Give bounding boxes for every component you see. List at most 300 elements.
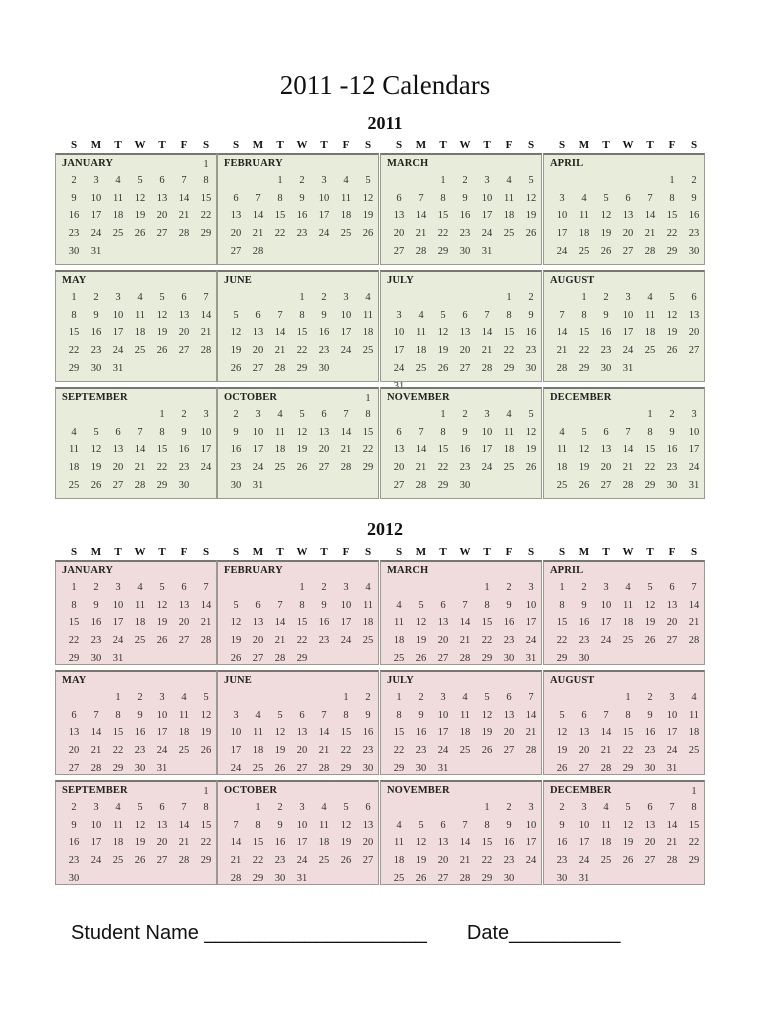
day-cell: 23: [362, 745, 374, 757]
day-cell: 6: [669, 581, 675, 593]
weekday-label: F: [668, 139, 676, 151]
day-cell: 23: [556, 855, 568, 867]
day-cell: 15: [68, 617, 80, 629]
day-cell: 12: [481, 709, 493, 721]
month-block-september: [55, 780, 217, 885]
day-cell: 4: [321, 801, 327, 813]
day-cell: 25: [688, 745, 700, 757]
day-cell: 19: [340, 837, 352, 849]
day-cell: 19: [296, 444, 308, 456]
day-cell: 10: [481, 192, 493, 204]
day-cell: 19: [481, 727, 493, 739]
day-cell: 27: [112, 480, 124, 491]
day-cell: 12: [622, 819, 634, 831]
day-cell: 11: [252, 727, 264, 739]
day-cell: 12: [415, 617, 427, 629]
day-cell: 17: [340, 617, 352, 629]
day-cell: 25: [68, 480, 80, 491]
day-cell: 7: [625, 426, 631, 438]
day-cell: 9: [137, 709, 143, 721]
day-cell: 29: [68, 363, 80, 374]
day-cell: 29: [437, 246, 449, 257]
day-cell: 15: [296, 327, 308, 339]
day-cell: 27: [296, 763, 308, 774]
weekday-label: T: [276, 139, 284, 151]
day-cell: 18: [459, 727, 471, 739]
day-cell: 16: [362, 727, 374, 739]
day-cell: 23: [134, 745, 146, 757]
day-cell: 20: [68, 745, 80, 757]
day-cell: 6: [181, 581, 187, 593]
weekday-label: T: [158, 546, 166, 558]
day-cell: 10: [556, 210, 568, 222]
day-cell: 22: [362, 444, 374, 456]
day-cell: 7: [462, 599, 468, 611]
day-cell: 18: [274, 444, 286, 456]
day-cell: 23: [68, 228, 80, 240]
day-cell: 23: [644, 745, 656, 757]
day-cell: 14: [666, 819, 678, 831]
weekday-label: S: [558, 546, 566, 558]
day-cell: 2: [93, 581, 99, 593]
day-cell: 25: [252, 763, 264, 774]
day-cell: 4: [71, 426, 77, 438]
day-cell: 14: [459, 837, 471, 849]
day-cell: 3: [203, 408, 209, 420]
day-cell: 5: [418, 599, 424, 611]
day-cell: 29: [200, 228, 212, 240]
day-cell: 5: [528, 408, 534, 420]
day-cell: 20: [666, 617, 678, 629]
month-block-april: [543, 560, 705, 665]
day-cell: 14: [200, 599, 212, 611]
weekday-label: S: [690, 546, 698, 558]
day-cell: 28: [688, 635, 700, 647]
day-cell: 23: [503, 635, 515, 647]
day-cell: 8: [691, 801, 697, 813]
day-cell: 16: [688, 210, 700, 222]
day-cell: 17: [666, 727, 678, 739]
day-cell: 1: [484, 581, 490, 593]
day-cell: 17: [296, 837, 308, 849]
day-cell: 10: [600, 599, 612, 611]
month-name: JANUARY: [62, 565, 114, 576]
day-cell: 11: [578, 210, 590, 222]
day-cell: 24: [90, 228, 102, 240]
month-name: JUNE: [224, 675, 252, 686]
day-cell: 11: [503, 192, 515, 204]
day-cell: 25: [362, 635, 374, 647]
weekday-label: W: [134, 139, 146, 151]
day-cell: 4: [137, 581, 143, 593]
day-cell: 19: [415, 855, 427, 867]
day-cell: 27: [156, 228, 168, 240]
day-cell: 22: [200, 210, 212, 222]
day-cell: 16: [459, 210, 471, 222]
day-cell: 15: [68, 327, 80, 339]
day-cell: 6: [396, 192, 402, 204]
day-cell: 31: [112, 653, 124, 664]
day-cell: 10: [318, 192, 330, 204]
day-cell: 19: [134, 837, 146, 849]
day-cell: 9: [647, 709, 653, 721]
day-cell: 8: [203, 174, 209, 186]
day-cell: 20: [622, 228, 634, 240]
day-cell: 10: [230, 727, 242, 739]
day-cell: 20: [252, 345, 264, 357]
day-cell: 10: [340, 599, 352, 611]
month-name: MAY: [62, 675, 87, 686]
day-cell: 2: [462, 174, 468, 186]
day-cell: 8: [159, 426, 165, 438]
month-name: DECEMBER: [550, 392, 612, 403]
day-cell: 22: [481, 855, 493, 867]
day-cell: 14: [178, 192, 190, 204]
weekday-label: M: [252, 139, 264, 151]
day-cell: 25: [134, 635, 146, 647]
day-cell: 18: [556, 462, 568, 474]
day-cell: 21: [556, 345, 568, 357]
month-block-december: [543, 780, 705, 885]
day-cell: 27: [459, 363, 471, 374]
day-cell: 27: [393, 480, 405, 491]
day-cell: 29: [362, 462, 374, 474]
day-cell: 11: [112, 819, 124, 831]
day-cell: 30: [459, 246, 471, 257]
day-cell: 18: [112, 210, 124, 222]
day-cell: 25: [503, 228, 515, 240]
day-cell: 14: [481, 327, 493, 339]
weekday-label: M: [252, 546, 264, 558]
month-name: SEPTEMBER: [62, 785, 128, 796]
day-cell: 12: [525, 192, 537, 204]
day-cell: 15: [622, 727, 634, 739]
day-cell: 5: [647, 581, 653, 593]
day-cell: 14: [274, 617, 286, 629]
day-cell: 15: [274, 210, 286, 222]
day-cell: 16: [318, 327, 330, 339]
day-cell: 18: [340, 210, 352, 222]
day-cell: 3: [299, 801, 305, 813]
day-cell: 4: [603, 801, 609, 813]
day-cell: 28: [622, 480, 634, 491]
day-cell: 25: [318, 855, 330, 867]
day-cell: 16: [459, 444, 471, 456]
weekday-label: W: [296, 546, 308, 558]
day-cell: 12: [525, 426, 537, 438]
month-name: JANUARY: [62, 158, 114, 169]
day-cell: 24: [318, 228, 330, 240]
day-cell: 19: [525, 210, 537, 222]
day-cell: 7: [203, 291, 209, 303]
day-cell: 20: [156, 837, 168, 849]
day-cell: 2: [603, 291, 609, 303]
day-cell: 12: [362, 192, 374, 204]
day-cell: 15: [481, 837, 493, 849]
day-cell: 24: [112, 345, 124, 357]
day-cell: 13: [503, 709, 515, 721]
day-cell: 20: [503, 727, 515, 739]
weekday-label: S: [232, 139, 240, 151]
day-cell: 17: [200, 444, 212, 456]
day-cell: 27: [252, 653, 264, 664]
day-cell: 7: [528, 691, 534, 703]
day-cell: 3: [691, 408, 697, 420]
day-cell: 25: [622, 635, 634, 647]
day-cell: 10: [481, 426, 493, 438]
day-cell: 24: [200, 462, 212, 474]
day-cell: 26: [156, 635, 168, 647]
day-cell: 28: [274, 363, 286, 374]
day-cell: 23: [459, 228, 471, 240]
month-name: SEPTEMBER: [62, 392, 128, 403]
day-cell: 27: [362, 855, 374, 867]
day-cell: 28: [252, 246, 264, 257]
day-cell: 27: [666, 635, 678, 647]
day-cell: 17: [393, 345, 405, 357]
day-cell: 14: [90, 727, 102, 739]
day-cell: 19: [622, 837, 634, 849]
day-cell: 20: [156, 210, 168, 222]
day-cell: 29: [437, 480, 449, 491]
day-cell: 9: [71, 192, 77, 204]
day-cell: 4: [277, 408, 283, 420]
day-cell: 2: [277, 801, 283, 813]
day-cell: 7: [669, 801, 675, 813]
day-cell: 19: [556, 745, 568, 757]
day-cell: 12: [230, 327, 242, 339]
day-cell: 29: [666, 246, 678, 257]
weekday-label: T: [114, 139, 122, 151]
day-cell: 16: [296, 210, 308, 222]
day-cell: 28: [415, 480, 427, 491]
day-cell: 9: [321, 599, 327, 611]
day-cell: 21: [666, 837, 678, 849]
day-cell: 3: [93, 174, 99, 186]
day-cell: 18: [503, 444, 515, 456]
day-cell: 1: [396, 691, 402, 703]
day-cell: 21: [600, 745, 612, 757]
day-cell: 23: [68, 855, 80, 867]
day-cell: 6: [255, 599, 261, 611]
day-cell: 29: [296, 653, 308, 664]
day-cell: 30: [90, 653, 102, 664]
day-cell: 4: [396, 819, 402, 831]
day-cell: 31: [622, 363, 634, 374]
day-cell: 28: [525, 745, 537, 757]
day-cell: 2: [181, 408, 187, 420]
day-cell: 12: [415, 837, 427, 849]
day-cell: 11: [459, 709, 471, 721]
day-cell: 2: [71, 174, 77, 186]
month-name: NOVEMBER: [387, 392, 450, 403]
day-cell: 15: [156, 444, 168, 456]
day-cell: 5: [93, 426, 99, 438]
day-cell: 3: [321, 174, 327, 186]
day-cell: 25: [415, 363, 427, 374]
month-name: APRIL: [550, 158, 584, 169]
day-cell: 3: [559, 192, 565, 204]
day-cell: 18: [688, 727, 700, 739]
day-cell: 23: [415, 745, 427, 757]
day-cell: 8: [71, 309, 77, 321]
day-cell: 22: [666, 228, 678, 240]
day-cell: 24: [90, 855, 102, 867]
day-cell: 12: [156, 309, 168, 321]
day-cell: 6: [462, 309, 468, 321]
day-cell: 26: [274, 763, 286, 774]
day-cell: 11: [178, 709, 190, 721]
student-name-field[interactable]: Student Name ____________________: [71, 922, 427, 944]
day-cell: 5: [233, 599, 239, 611]
day-cell: 1: [299, 291, 305, 303]
day-cell: 9: [181, 426, 187, 438]
day-cell: 9: [277, 819, 283, 831]
day-cell: 9: [321, 309, 327, 321]
day-cell: 5: [203, 691, 209, 703]
day-cell: 12: [134, 819, 146, 831]
day-cell: 22: [644, 462, 656, 474]
day-cell: 21: [274, 345, 286, 357]
day-cell: 28: [230, 873, 242, 884]
day-cell: 25: [600, 855, 612, 867]
day-cell: 23: [666, 462, 678, 474]
day-cell: 26: [296, 462, 308, 474]
day-cell: 10: [112, 309, 124, 321]
day-cell: 16: [556, 837, 568, 849]
day-cell: 24: [578, 855, 590, 867]
day-cell: 11: [274, 426, 286, 438]
day-cell: 22: [296, 635, 308, 647]
month-name: APRIL: [550, 565, 584, 576]
day-cell: 16: [68, 837, 80, 849]
day-cell: 10: [622, 309, 634, 321]
day-cell: 5: [343, 801, 349, 813]
day-cell: 9: [691, 192, 697, 204]
day-cell: 27: [437, 873, 449, 884]
day-cell: 6: [625, 192, 631, 204]
weekday-label: S: [690, 139, 698, 151]
day-cell: 20: [318, 444, 330, 456]
weekday-label: F: [505, 546, 513, 558]
day-cell: 7: [277, 309, 283, 321]
day-cell: 7: [603, 709, 609, 721]
day-cell: 6: [581, 709, 587, 721]
date-field[interactable]: Date__________: [466, 922, 621, 944]
day-cell: 30: [318, 363, 330, 374]
day-cell: 4: [115, 801, 121, 813]
day-cell: 9: [669, 426, 675, 438]
day-cell: 5: [669, 291, 675, 303]
day-cell: 2: [233, 408, 239, 420]
day-cell: 26: [200, 745, 212, 757]
day-cell: 14: [688, 599, 700, 611]
day-cell: 16: [415, 727, 427, 739]
weekday-label: M: [578, 546, 590, 558]
signature-line: [71, 922, 620, 945]
day-cell: 24: [230, 763, 242, 774]
day-cell: 5: [233, 309, 239, 321]
day-cell: 17: [437, 727, 449, 739]
day-cell: 15: [666, 210, 678, 222]
day-cell: 19: [156, 617, 168, 629]
day-cell: 17: [90, 837, 102, 849]
day-cell: 24: [252, 462, 264, 474]
day-cell: 5: [418, 819, 424, 831]
day-cell: 5: [603, 192, 609, 204]
day-cell: 5: [484, 691, 490, 703]
day-cell: 3: [159, 691, 165, 703]
day-cell: 8: [669, 192, 675, 204]
month-name: MARCH: [387, 158, 429, 169]
day-cell: 21: [415, 462, 427, 474]
day-cell: 13: [296, 727, 308, 739]
day-cell: 31: [437, 763, 449, 774]
day-cell: 29: [481, 653, 493, 664]
day-cell: 25: [274, 462, 286, 474]
day-cell: 3: [603, 581, 609, 593]
day-cell: 7: [255, 192, 261, 204]
weekday-label: M: [578, 139, 590, 151]
day-cell: 3: [669, 691, 675, 703]
day-cell: 30: [274, 873, 286, 884]
day-cell: 18: [68, 462, 80, 474]
month-name: MAY: [62, 275, 87, 286]
day-cell: 16: [134, 727, 146, 739]
day-cell: 7: [233, 819, 239, 831]
day-cell: 4: [581, 192, 587, 204]
day-cell: 5: [137, 174, 143, 186]
day-cell: 25: [112, 855, 124, 867]
day-cell: 24: [481, 462, 493, 474]
day-cell: 18: [318, 837, 330, 849]
day-cell: 11: [415, 327, 427, 339]
day-cell: 8: [440, 426, 446, 438]
day-cell: 13: [156, 192, 168, 204]
day-cell: 21: [274, 635, 286, 647]
day-cell: 2: [321, 291, 327, 303]
day-cell: 2: [691, 174, 697, 186]
day-cell: 4: [418, 309, 424, 321]
day-cell: 4: [506, 408, 512, 420]
month-name: AUGUST: [550, 275, 595, 286]
day-cell: 14: [200, 309, 212, 321]
day-cell: 20: [437, 635, 449, 647]
day-cell: 21: [178, 837, 190, 849]
day-cell: 12: [90, 444, 102, 456]
day-cell: 9: [506, 819, 512, 831]
day-cell: 22: [112, 745, 124, 757]
day-cell: 28: [459, 873, 471, 884]
day-cell: 30: [503, 653, 515, 664]
month-name: OCTOBER: [224, 392, 278, 403]
day-cell: 2: [418, 691, 424, 703]
day-cell: 22: [296, 345, 308, 357]
weekday-label: M: [90, 546, 102, 558]
weekday-label: T: [276, 546, 284, 558]
day-cell: 18: [600, 837, 612, 849]
day-cell: 2: [506, 581, 512, 593]
day-cell: 4: [365, 581, 371, 593]
day-cell: 19: [600, 228, 612, 240]
day-cell: 15: [340, 727, 352, 739]
day-cell: 28: [200, 635, 212, 647]
day-cell: 3: [343, 581, 349, 593]
day-cell: 20: [178, 617, 190, 629]
day-cell: 29: [68, 653, 80, 664]
day-cell: 27: [622, 246, 634, 257]
day-cell: 21: [415, 228, 427, 240]
